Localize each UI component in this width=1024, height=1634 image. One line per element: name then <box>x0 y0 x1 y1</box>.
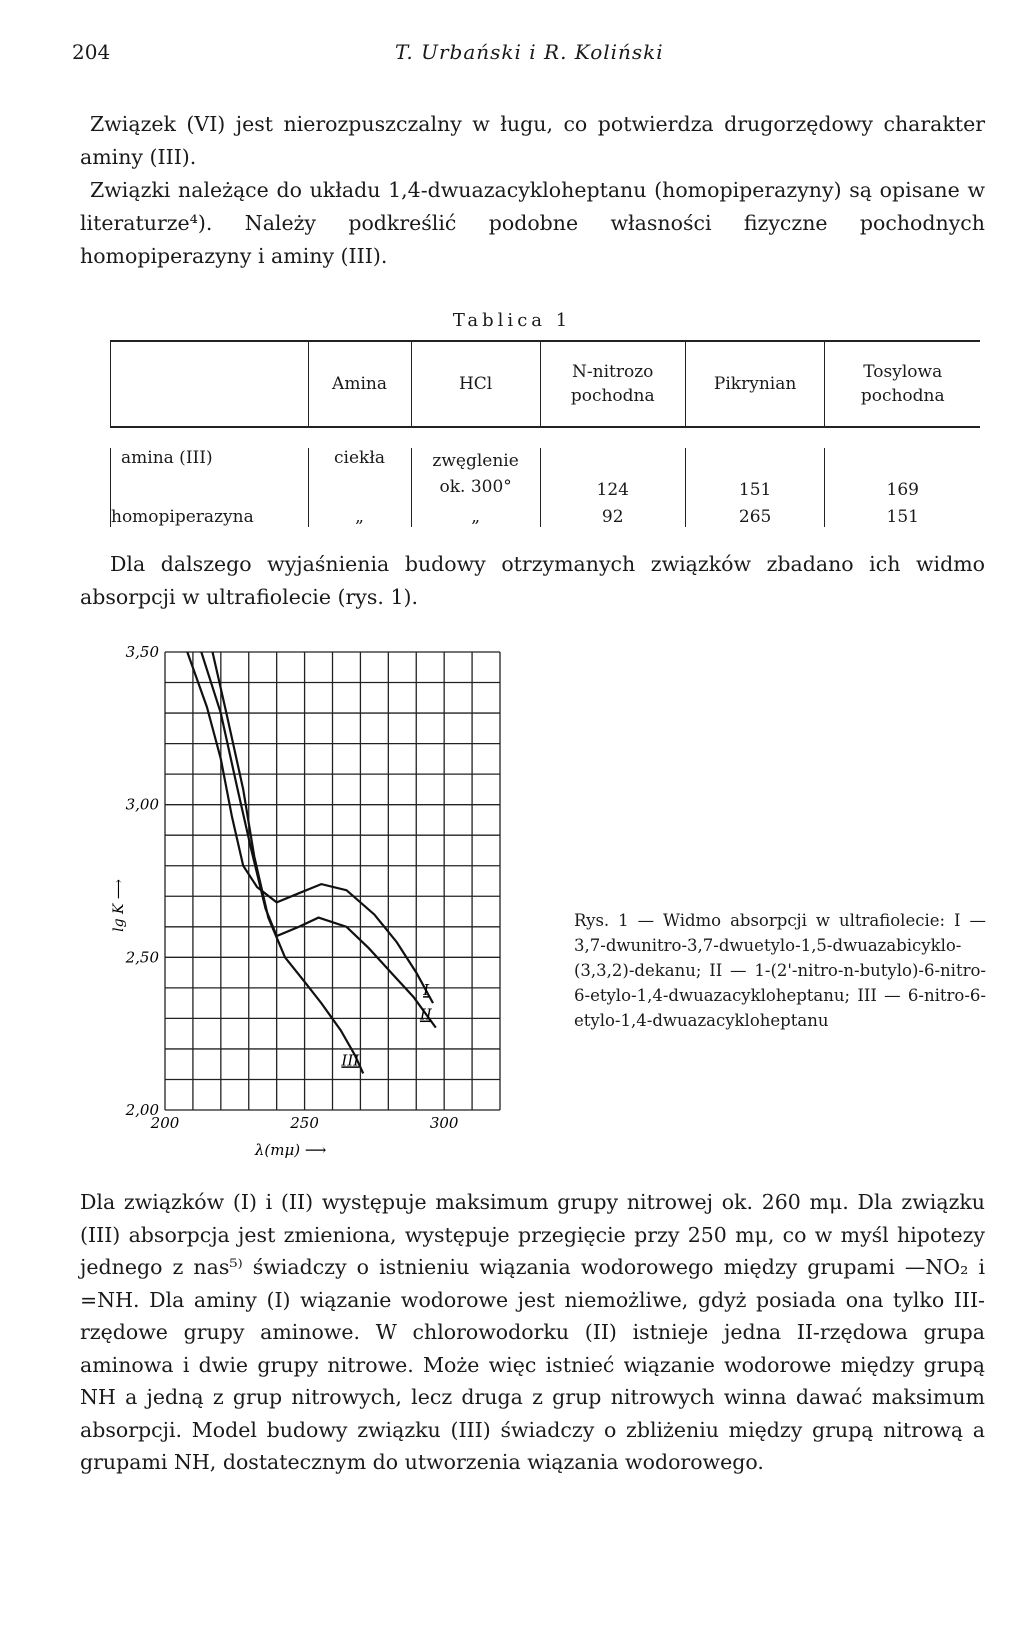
table-cell: 151 <box>825 500 980 527</box>
paragraph-1-text: Związek (VI) jest nierozpuszczalny w ługu, co potwierdza drugorzędowy charakter aminy (III). <box>80 112 985 169</box>
page-number: 204 <box>72 40 111 64</box>
paragraph-1 <box>80 108 985 174</box>
data-table <box>110 340 980 527</box>
series-label-i: I <box>423 981 429 1000</box>
table-header-nitrozo: N-nitrozo pochodna <box>540 341 685 427</box>
table-cell: 151 <box>685 448 825 500</box>
figure-caption-label: Rys. 1 <box>574 911 629 930</box>
paragraph-3 <box>80 548 985 614</box>
table-cell: 265 <box>685 500 825 527</box>
table-header-hcl: HCl <box>411 341 540 427</box>
uv-spectrum-chart <box>111 630 535 1200</box>
y-tick-label: 2,00 <box>125 1101 159 1119</box>
figure-caption-text: — Widmo absorpcji w ultrafiolecie: I — 3,7-dwunitro-3,7-dwuetylo-1,5-dwuazabicyklo-(3,3,2)-dekanu; II — 1-(2'-nitro-n-butylo)-6-nitro-6-etylo-1,4-dwuazacykloheptanu; III — 6-nitro-6-etylo-1,4-dwuazacykloheptanu <box>574 911 986 1030</box>
table-cell: „ <box>308 500 411 527</box>
paragraph-4-text: Dla związków (I) i (II) występuje maksimum grupy nitrowej ok. 260 mμ. Dla związku (III) absorpcja jest zmieniona, występuje przegięcie przy 250 mμ, co w myśl hipotezy jednego z nas⁵⁾ świadczy o istnieniu wiązania wodorowego między grupami —NO₂ i =NH. Dla aminy (I) wiązanie wodorowe jest niemożliwe, gdyż posiada ona tylko III-rzędowe grupy aminowe. W chlorowodorku (II) istnieje jedna II-rzędowa grupa aminowa i dwie grupy nitrowe. Może więc istnieć wiązanie wodorowe między grupą NH a jedną z grup nitrowych, lecz druga z grup nitrowych winna dawać maksimum absorpcji. Model budowy związku (III) świadczy o zbliżeniu między grupą nitrową a grupami NH, dostatecznym do utworzenia wiązania wodorowego. <box>80 1190 985 1474</box>
running-title: T. Urbański i R. Koliński <box>395 40 664 64</box>
figure-caption <box>574 908 986 1033</box>
x-tick-label: 250 <box>290 1114 319 1132</box>
table-cell: 124 <box>540 448 685 500</box>
y-tick-label: 3,50 <box>125 643 159 661</box>
x-axis-label: λ(mμ) ⟶ <box>254 1141 327 1159</box>
table-header-tosylowa: Tosylowa pochodna <box>825 341 980 427</box>
table-cell: ciekła <box>308 448 411 500</box>
paragraph-4 <box>80 1186 985 1479</box>
table-row <box>111 500 981 527</box>
series-label-ii: II <box>419 1005 432 1024</box>
chart-svg <box>111 630 535 1200</box>
table-header-amina: Amina <box>308 341 411 427</box>
table-cell: homopiperazyna <box>111 500 309 527</box>
table-header-pikrynian: Pikrynian <box>685 341 825 427</box>
table-cell: amina (III) <box>111 448 309 500</box>
table-cell: zwęglenie ok. 300° <box>411 448 540 500</box>
paragraph-3-text: Dla dalszego wyjaśnienia budowy otrzymanych związków zbadano ich widmo absorpcji w ultrafiolecie (rys. 1). <box>80 552 985 609</box>
table-header-blank <box>111 341 309 427</box>
series-label-iii: III <box>341 1051 360 1070</box>
table-cell: 92 <box>540 500 685 527</box>
table-title: Tablica 1 <box>452 310 572 331</box>
series-line-iii <box>213 652 364 1073</box>
table-row <box>111 448 981 500</box>
table-header-row <box>111 341 981 427</box>
y-tick-label: 3,00 <box>125 795 159 814</box>
x-tick-label: 200 <box>150 1114 180 1132</box>
x-tick-label: 300 <box>429 1114 459 1132</box>
table-cell: 169 <box>825 448 980 500</box>
y-axis-label: lg K ⟶ <box>111 878 127 932</box>
table-cell: „ <box>411 500 540 527</box>
y-tick-label: 2,50 <box>125 948 159 967</box>
paragraph-2 <box>80 174 985 273</box>
paragraph-2-text: Związki należące do układu 1,4-dwuazacykloheptanu (homopiperazyny) są opisane w literaturze⁴). Należy podkreślić podobne własności fizyczne pochodnych homopiperazyny i aminy (III). <box>80 178 985 268</box>
